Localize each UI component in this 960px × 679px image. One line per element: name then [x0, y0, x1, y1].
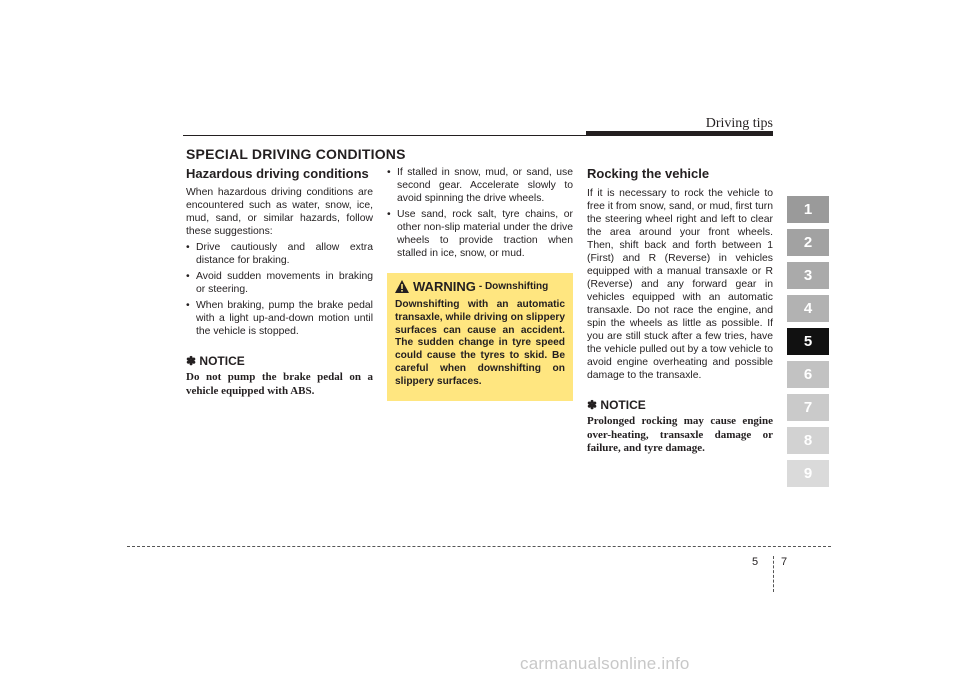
warning-box	[387, 273, 573, 401]
notice-icon: ✽	[186, 354, 197, 368]
chapter-tab-9[interactable]: 9	[787, 460, 829, 487]
column-stalled	[387, 166, 573, 263]
chapter-tab-8[interactable]: 8	[787, 427, 829, 454]
list-item: • When braking, pump the brake pedal with a light up-and-down motion until the vehicle is stopped.	[186, 300, 373, 337]
warning-header	[395, 279, 565, 294]
column-hazardous	[186, 166, 373, 398]
chapter-tab-7[interactable]: 7	[787, 394, 829, 421]
notice-title: ✽ NOTICE	[587, 398, 646, 412]
notice-icon: ✽	[587, 398, 598, 412]
rocking-heading: Rocking the vehicle	[587, 166, 710, 181]
warning-subtitle: - Downshifting	[478, 281, 549, 292]
list-item: • If stalled in snow, mud, or sand, use second gear. Accelerate slowly to avoid spinning the drive wheels.	[387, 167, 573, 204]
header-bar	[586, 131, 773, 136]
notice-text: Prolonged rocking may cause engine over-heating, transaxle damage or failure, and tyre damage.	[587, 415, 773, 454]
warning-title: WARNING	[413, 279, 476, 294]
notice-abs	[186, 354, 373, 398]
chapter-tab-5[interactable]: 5	[787, 328, 829, 355]
list-item: • Avoid sudden movements in braking or steering.	[186, 271, 373, 295]
notice-title: ✽ NOTICE	[186, 354, 245, 368]
footer-rule	[127, 546, 831, 547]
warning-triangle-icon	[395, 280, 409, 293]
notice-text: Do not pump the brake pedal on a vehicle equipped with ABS.	[186, 371, 373, 397]
page-chapter-number: 5	[752, 556, 759, 568]
hazardous-heading: Hazardous driving conditions	[186, 166, 369, 181]
hazardous-list	[186, 241, 373, 338]
notice-rocking	[587, 398, 773, 456]
chapter-tab-6[interactable]: 6	[787, 361, 829, 388]
section-heading: SPECIAL DRIVING CONDITIONS	[186, 146, 406, 162]
hazardous-intro-text: When hazardous driving conditions are encountered such as water, snow, ice, mud, sand, or similar hazards, follow these suggestions:	[186, 187, 373, 237]
page-number-separator	[773, 556, 774, 592]
list-item: • Drive cautiously and allow extra distance for braking.	[186, 242, 373, 266]
stalled-list	[387, 166, 573, 260]
watermark: carmanualsonline.info	[520, 654, 690, 673]
chapter-tab-2[interactable]: 2	[787, 229, 829, 256]
chapter-tab-1[interactable]: 1	[787, 196, 829, 223]
warning-text: Downshifting with an automatic transaxle, while driving on slippery surfaces can cause an accident. The sudden change in tyre speed could cause the tyres to skid. Be careful when downshifting on slippery surfaces.	[395, 299, 565, 387]
column-rocking	[587, 166, 773, 456]
chapter-tab-3[interactable]: 3	[787, 262, 829, 289]
list-item: • Use sand, rock salt, tyre chains, or other non-slip material under the drive wheels to provide traction when stalled in ice, snow, or mud.	[387, 209, 573, 259]
header-title: Driving tips	[705, 116, 773, 131]
hazardous-intro	[186, 186, 373, 238]
chapter-tab-4[interactable]: 4	[787, 295, 829, 322]
page-number: 7	[781, 556, 788, 568]
rocking-body: If it is necessary to rock the vehicle to free it from snow, sand, or mud, first turn the steering wheel right and left to clear the area around your front wheels. Then, shift back and forth between 1 (First) and R (Reverse) in vehicles equipped with a manual transaxle or R (Reverse) and any forward gear in vehicles equipped with an automatic transaxle. Do not race the engine, and spin the wheels as little as possible. If you are still stuck after a few tries, have the vehicle pulled out by a tow vehicle to avoid engine overheating and possible damage to the transaxle.	[587, 188, 773, 381]
